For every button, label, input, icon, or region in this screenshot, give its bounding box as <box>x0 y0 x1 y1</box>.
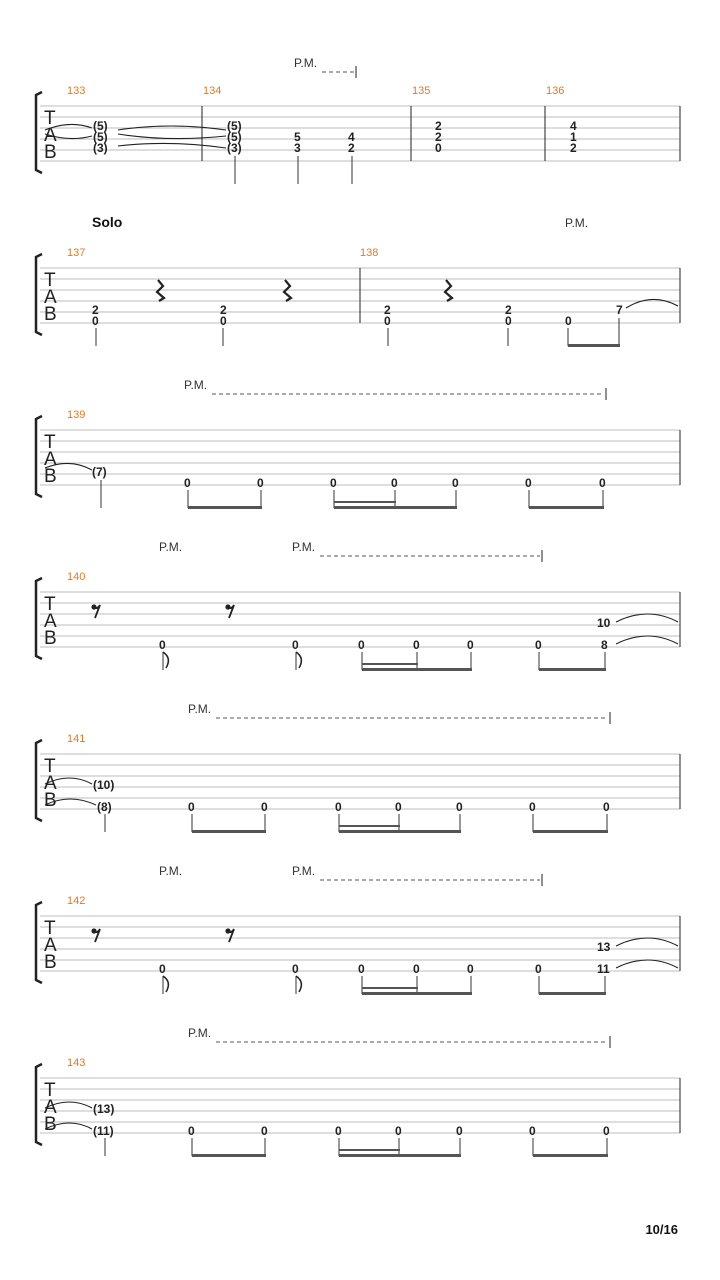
note-beam <box>362 987 418 989</box>
tie <box>616 636 678 644</box>
fret-number: 0 <box>358 638 365 652</box>
fret-number: (5) <box>227 130 242 144</box>
note-beam <box>192 1154 266 1157</box>
page-number: 10/16 <box>645 1222 678 1237</box>
fret-number: 0 <box>188 800 195 814</box>
fret-number: 0 <box>413 962 420 976</box>
system-3 <box>36 378 680 509</box>
fret-number: 8 <box>601 638 608 652</box>
tab-clef-t: T <box>44 108 56 129</box>
tab-clef-t: T <box>44 270 56 291</box>
fret-number: 1 <box>570 130 577 144</box>
fret-number: 0 <box>188 1124 195 1138</box>
fret-number: (8) <box>97 800 112 814</box>
system-5 <box>36 702 680 833</box>
fret-number: 2 <box>570 141 577 155</box>
tab-clef-b: B <box>44 952 57 973</box>
palm-mute-label: P.M. <box>292 540 316 554</box>
fret-number: (5) <box>93 130 108 144</box>
fret-number: 0 <box>525 476 532 490</box>
fret-number: 4 <box>570 119 577 133</box>
fret-number: 2 <box>435 130 442 144</box>
fret-number: 0 <box>220 314 227 328</box>
fret-number: 0 <box>391 476 398 490</box>
fret-number: 13 <box>597 940 611 954</box>
fret-number: 2 <box>220 303 227 317</box>
measure-number: 143 <box>67 1057 86 1069</box>
note-beam <box>362 992 472 995</box>
fret-number: (13) <box>93 1102 115 1116</box>
note-beam <box>339 825 400 827</box>
note-beam <box>339 1154 461 1157</box>
fret-number: 0 <box>335 800 342 814</box>
tab-clef-a: A <box>44 935 57 956</box>
note-beam <box>192 830 266 833</box>
note-beam <box>334 501 396 503</box>
tab-clef-t: T <box>44 756 56 777</box>
measure-number: 136 <box>546 85 565 97</box>
measure-number: 134 <box>203 85 222 97</box>
tab-clef-a: A <box>44 125 57 146</box>
measure-number: 140 <box>67 571 86 583</box>
note-flag <box>296 652 301 668</box>
fret-number: 0 <box>184 476 191 490</box>
tab-clef-t: T <box>44 432 56 453</box>
fret-number: (7) <box>92 465 107 479</box>
eighth-rest-icon <box>91 604 100 618</box>
tab-clef-b: B <box>44 466 57 487</box>
palm-mute-label: P.M. <box>159 540 183 554</box>
fret-number: 0 <box>92 314 99 328</box>
measure-number: 135 <box>412 85 431 97</box>
fret-number: 10 <box>597 616 611 630</box>
fret-number: 0 <box>395 800 402 814</box>
note-beam <box>334 506 457 509</box>
fret-number: 0 <box>467 962 474 976</box>
note-beam <box>362 663 418 665</box>
tab-clef-a: A <box>44 1097 57 1118</box>
tab-clef-a: A <box>44 773 57 794</box>
fret-number: 0 <box>599 476 606 490</box>
fret-number: 0 <box>257 476 264 490</box>
note-beam <box>539 992 606 995</box>
fret-number: 0 <box>505 314 512 328</box>
fret-number: 0 <box>330 476 337 490</box>
solo-label: Solo <box>92 214 123 230</box>
fret-number: 0 <box>335 1124 342 1138</box>
system-4 <box>36 540 680 671</box>
fret-number: 2 <box>505 303 512 317</box>
eighth-rest-icon <box>91 928 100 942</box>
tab-staff <box>40 430 680 485</box>
fret-number: 0 <box>384 314 391 328</box>
measure-number: 138 <box>360 247 379 259</box>
note-flag <box>163 652 168 668</box>
fret-number: 0 <box>292 962 299 976</box>
fret-number: 2 <box>348 141 355 155</box>
fret-number: 0 <box>395 1124 402 1138</box>
palm-mute-label: P.M. <box>565 216 589 230</box>
fret-number: 0 <box>452 476 459 490</box>
tab-clef-t: T <box>44 918 56 939</box>
tab-clef-b: B <box>44 304 57 325</box>
tie <box>616 614 678 622</box>
tab-clef-a: A <box>44 611 57 632</box>
note-flag <box>163 976 168 992</box>
fret-number: (3) <box>93 141 108 155</box>
eighth-rest-icon <box>225 928 234 942</box>
fret-number: 2 <box>92 303 99 317</box>
fret-number: 0 <box>565 314 572 328</box>
note-beam <box>362 668 472 671</box>
tab-clef-b: B <box>44 790 57 811</box>
tab-clef-t: T <box>44 1080 56 1101</box>
system-1 <box>36 56 680 184</box>
fret-number: 0 <box>292 638 299 652</box>
fret-number: 5 <box>294 130 301 144</box>
measure-number: 141 <box>67 733 86 745</box>
fret-number: 0 <box>456 1124 463 1138</box>
fret-number: 0 <box>413 638 420 652</box>
measure-number: 139 <box>67 409 86 421</box>
tie <box>616 938 678 946</box>
note-beam <box>533 1154 608 1157</box>
note-beam <box>533 830 608 833</box>
tab-staff <box>40 1078 680 1133</box>
fret-number: 0 <box>159 962 166 976</box>
measure-number: 137 <box>67 247 86 259</box>
fret-number: (3) <box>227 141 242 155</box>
system-2 <box>36 214 680 347</box>
fret-number: (11) <box>93 1124 114 1138</box>
fret-number: (5) <box>93 119 108 133</box>
fret-number: 3 <box>294 141 301 155</box>
note-beam <box>339 1149 400 1151</box>
fret-number: 4 <box>348 130 355 144</box>
fret-number: 0 <box>535 962 542 976</box>
fret-number: (10) <box>93 778 115 792</box>
fret-number: 7 <box>616 303 623 317</box>
fret-number: 11 <box>597 962 610 976</box>
tie <box>118 134 226 139</box>
fret-number: 0 <box>603 1124 610 1138</box>
note-beam <box>539 668 606 671</box>
fret-number: 2 <box>384 303 391 317</box>
system-7 <box>36 1026 680 1157</box>
fret-number: 0 <box>603 800 610 814</box>
fret-number: 0 <box>529 800 536 814</box>
tie <box>118 143 226 148</box>
fret-number: 0 <box>435 141 442 155</box>
measure-number: 142 <box>67 895 86 907</box>
palm-mute-label: P.M. <box>184 378 208 392</box>
fret-number: 0 <box>529 1124 536 1138</box>
fret-number: 0 <box>535 638 542 652</box>
fret-number: 0 <box>159 638 166 652</box>
palm-mute-label: P.M. <box>292 864 316 878</box>
palm-mute-label: P.M. <box>188 702 212 716</box>
tab-clef-b: B <box>44 142 57 163</box>
tab-staff <box>40 106 680 161</box>
eighth-rest-icon <box>225 604 234 618</box>
note-flag <box>296 976 301 992</box>
tab-staff <box>40 754 680 809</box>
fret-number: 0 <box>358 962 365 976</box>
tab-clef-a: A <box>44 449 57 470</box>
tab-clef-a: A <box>44 287 57 308</box>
fret-number: 0 <box>261 1124 268 1138</box>
fret-number: 0 <box>456 800 463 814</box>
tab-clef-b: B <box>44 628 57 649</box>
tab-clef-t: T <box>44 594 56 615</box>
palm-mute-label: P.M. <box>159 864 183 878</box>
note-beam <box>529 506 604 509</box>
fret-number: 0 <box>261 800 268 814</box>
note-beam <box>339 830 461 833</box>
palm-mute-label: P.M. <box>188 1026 212 1040</box>
tie <box>616 960 678 968</box>
fret-number: 0 <box>467 638 474 652</box>
fret-number: (5) <box>227 119 242 133</box>
measure-number: 133 <box>67 85 86 97</box>
palm-mute-label: P.M. <box>294 56 318 70</box>
system-6 <box>36 864 680 995</box>
note-beam <box>188 506 262 509</box>
tab-clef-b: B <box>44 1114 57 1135</box>
fret-number: 2 <box>435 119 442 133</box>
note-beam <box>568 344 620 347</box>
